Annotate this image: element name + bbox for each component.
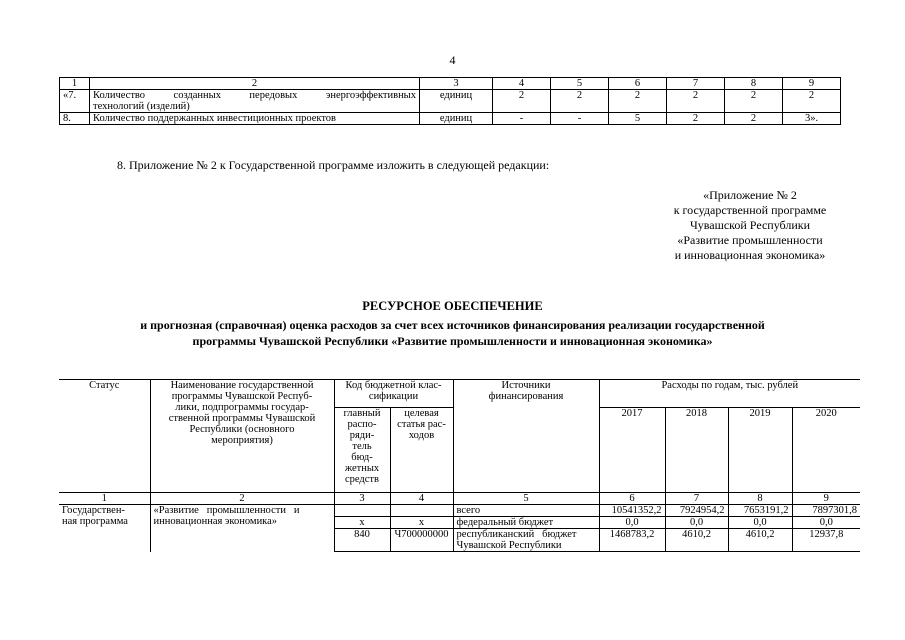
value-cell: 3». xyxy=(783,113,841,125)
header-cell: 6 xyxy=(609,78,667,90)
program-name-cell xyxy=(150,505,334,552)
header-line: статья рас- xyxy=(397,419,446,430)
indicator-name: Количество поддержанных инвестиционных проектов xyxy=(90,113,420,125)
value-cell: 5 xyxy=(609,113,667,125)
value-cell: 12937,8 xyxy=(792,529,860,552)
subtitle-line: программы Чувашской Республики «Развитие промышленности и инновационная экономика» xyxy=(192,334,713,348)
header-cell: 9 xyxy=(783,78,841,90)
column-number: 6 xyxy=(599,493,665,505)
header-line: Код бюджетной клас- xyxy=(345,380,442,391)
header-line: жетных xyxy=(344,463,380,474)
document-title: РЕСУРСНОЕ ОБЕСПЕЧЕНИЕ xyxy=(362,299,543,313)
row-number: «7. xyxy=(60,90,90,113)
indicators-table xyxy=(59,77,841,125)
value-cell: 2 xyxy=(493,90,551,113)
value-cell: 0,0 xyxy=(792,517,860,529)
status-cell xyxy=(59,505,150,552)
value-cell: 0,0 xyxy=(665,517,728,529)
header-cell: 1 xyxy=(60,78,90,90)
grbs-cell xyxy=(334,505,390,517)
expenses-header: Расходы по годам, тыс. рублей xyxy=(599,380,860,408)
header-line: Республики (основного xyxy=(189,424,295,435)
year-header: 2019 xyxy=(728,408,792,493)
value-cell: 2 xyxy=(783,90,841,113)
value-cell: 2 xyxy=(667,90,725,113)
appendix-heading-line: и инновационная экономика» xyxy=(674,248,826,262)
value-cell: 0,0 xyxy=(599,517,665,529)
column-number: 1 xyxy=(59,493,150,505)
indicator-name-line: Количество созданных передовых энергоэффективных xyxy=(93,90,416,101)
year-header: 2018 xyxy=(665,408,728,493)
budget-code-header xyxy=(334,380,453,408)
program-name-line: инновационная экономика» xyxy=(153,516,278,527)
main-manager-header xyxy=(334,408,390,493)
subtitle-line: и прогнозная (справочная) оценка расходов за счет всех источников финансирования реализации государственной xyxy=(140,318,765,332)
column-number: 7 xyxy=(665,493,728,505)
year-header: 2017 xyxy=(599,408,665,493)
header-line: программы Чувашской Респуб- xyxy=(171,391,313,402)
header-cell: 2 xyxy=(90,78,420,90)
value-cell: 2 xyxy=(725,113,783,125)
source-cell: всего xyxy=(453,505,599,517)
value-cell: 7653191,2 xyxy=(728,505,792,517)
column-number: 9 xyxy=(792,493,860,505)
source-line: Чувашской Республики xyxy=(456,540,562,551)
header-line: бюд- xyxy=(351,452,373,463)
target-article-header xyxy=(390,408,453,493)
header-cell: 8 xyxy=(725,78,783,90)
document-subtitle xyxy=(0,317,905,349)
header-line: целевая xyxy=(404,408,439,419)
status-header: Статус xyxy=(89,380,120,391)
table-header-row xyxy=(59,380,860,408)
value-cell: 2 xyxy=(609,90,667,113)
status-line: ная программа xyxy=(62,516,128,527)
header-line: средств xyxy=(345,474,379,485)
status-line: Государствен- xyxy=(62,505,125,516)
grbs-cell: х xyxy=(334,517,390,529)
header-line: мероприятия) xyxy=(211,435,273,446)
header-line: лики, подпрограммы государ- xyxy=(175,402,309,413)
article-cell: Ч700000000 xyxy=(390,529,453,552)
header-cell: 3 xyxy=(420,78,493,90)
value-cell: 4610,2 xyxy=(728,529,792,552)
value-cell: 0,0 xyxy=(728,517,792,529)
value-cell: 1468783,2 xyxy=(599,529,665,552)
appendix-heading-line: «Приложение № 2 xyxy=(703,188,797,202)
appendix-heading-line: Чувашской Республики xyxy=(689,218,811,232)
indicator-name-line: технологий (изделий) xyxy=(93,101,190,112)
page-number: 4 xyxy=(449,53,456,67)
header-line: финансирования xyxy=(488,391,564,402)
appendix-heading xyxy=(600,188,900,263)
article-cell: х xyxy=(390,517,453,529)
program-name-line: «Развитие промышленности и xyxy=(153,505,300,516)
column-number: 3 xyxy=(334,493,390,505)
amendment-paragraph: 8. Приложение № 2 к Государственной программе изложить в следующей редакции: xyxy=(117,158,550,172)
table-header-row xyxy=(60,78,841,90)
column-number-row xyxy=(59,493,860,505)
source-line: республиканский бюджет xyxy=(456,529,577,540)
header-line: ходов xyxy=(408,430,435,441)
header-line: главный xyxy=(343,408,381,419)
value-cell: 7924954,2 xyxy=(665,505,728,517)
header-line: ственной программы Чувашской xyxy=(168,413,316,424)
header-line: Источники xyxy=(501,380,551,391)
column-number: 2 xyxy=(150,493,334,505)
value-cell: 2 xyxy=(667,113,725,125)
header-line: Наименование государственной xyxy=(170,380,314,391)
header-cell: 7 xyxy=(667,78,725,90)
table-row xyxy=(60,113,841,125)
header-line: распо- xyxy=(347,419,377,430)
source-cell xyxy=(453,529,599,552)
header-cell: 5 xyxy=(551,78,609,90)
appendix-heading-line: к государственной программе xyxy=(673,203,827,217)
header-line: сификации xyxy=(368,391,419,402)
value-cell: 4610,2 xyxy=(665,529,728,552)
row-number: 8. xyxy=(60,113,90,125)
value-cell: - xyxy=(493,113,551,125)
header-line: ряди- xyxy=(349,430,375,441)
indicator-name xyxy=(90,90,420,113)
column-number: 5 xyxy=(453,493,599,505)
unit-cell: единиц xyxy=(420,90,493,113)
value-cell: 7897301,8 xyxy=(792,505,860,517)
resource-table xyxy=(59,379,860,552)
table-row xyxy=(59,505,860,517)
value-cell: 10541352,2 xyxy=(599,505,665,517)
table-row xyxy=(60,90,841,113)
year-header: 2020 xyxy=(792,408,860,493)
unit-cell: единиц xyxy=(420,113,493,125)
column-number: 8 xyxy=(728,493,792,505)
column-number: 4 xyxy=(390,493,453,505)
sources-header xyxy=(453,380,599,493)
value-cell: - xyxy=(551,113,609,125)
header-cell: 4 xyxy=(493,78,551,90)
appendix-heading-line: «Развитие промышленности xyxy=(677,233,823,247)
value-cell: 2 xyxy=(551,90,609,113)
grbs-cell: 840 xyxy=(334,529,390,552)
value-cell: 2 xyxy=(725,90,783,113)
name-header xyxy=(150,380,334,493)
header-line: тель xyxy=(352,441,372,452)
source-cell: федеральный бюджет xyxy=(453,517,599,529)
article-cell xyxy=(390,505,453,517)
